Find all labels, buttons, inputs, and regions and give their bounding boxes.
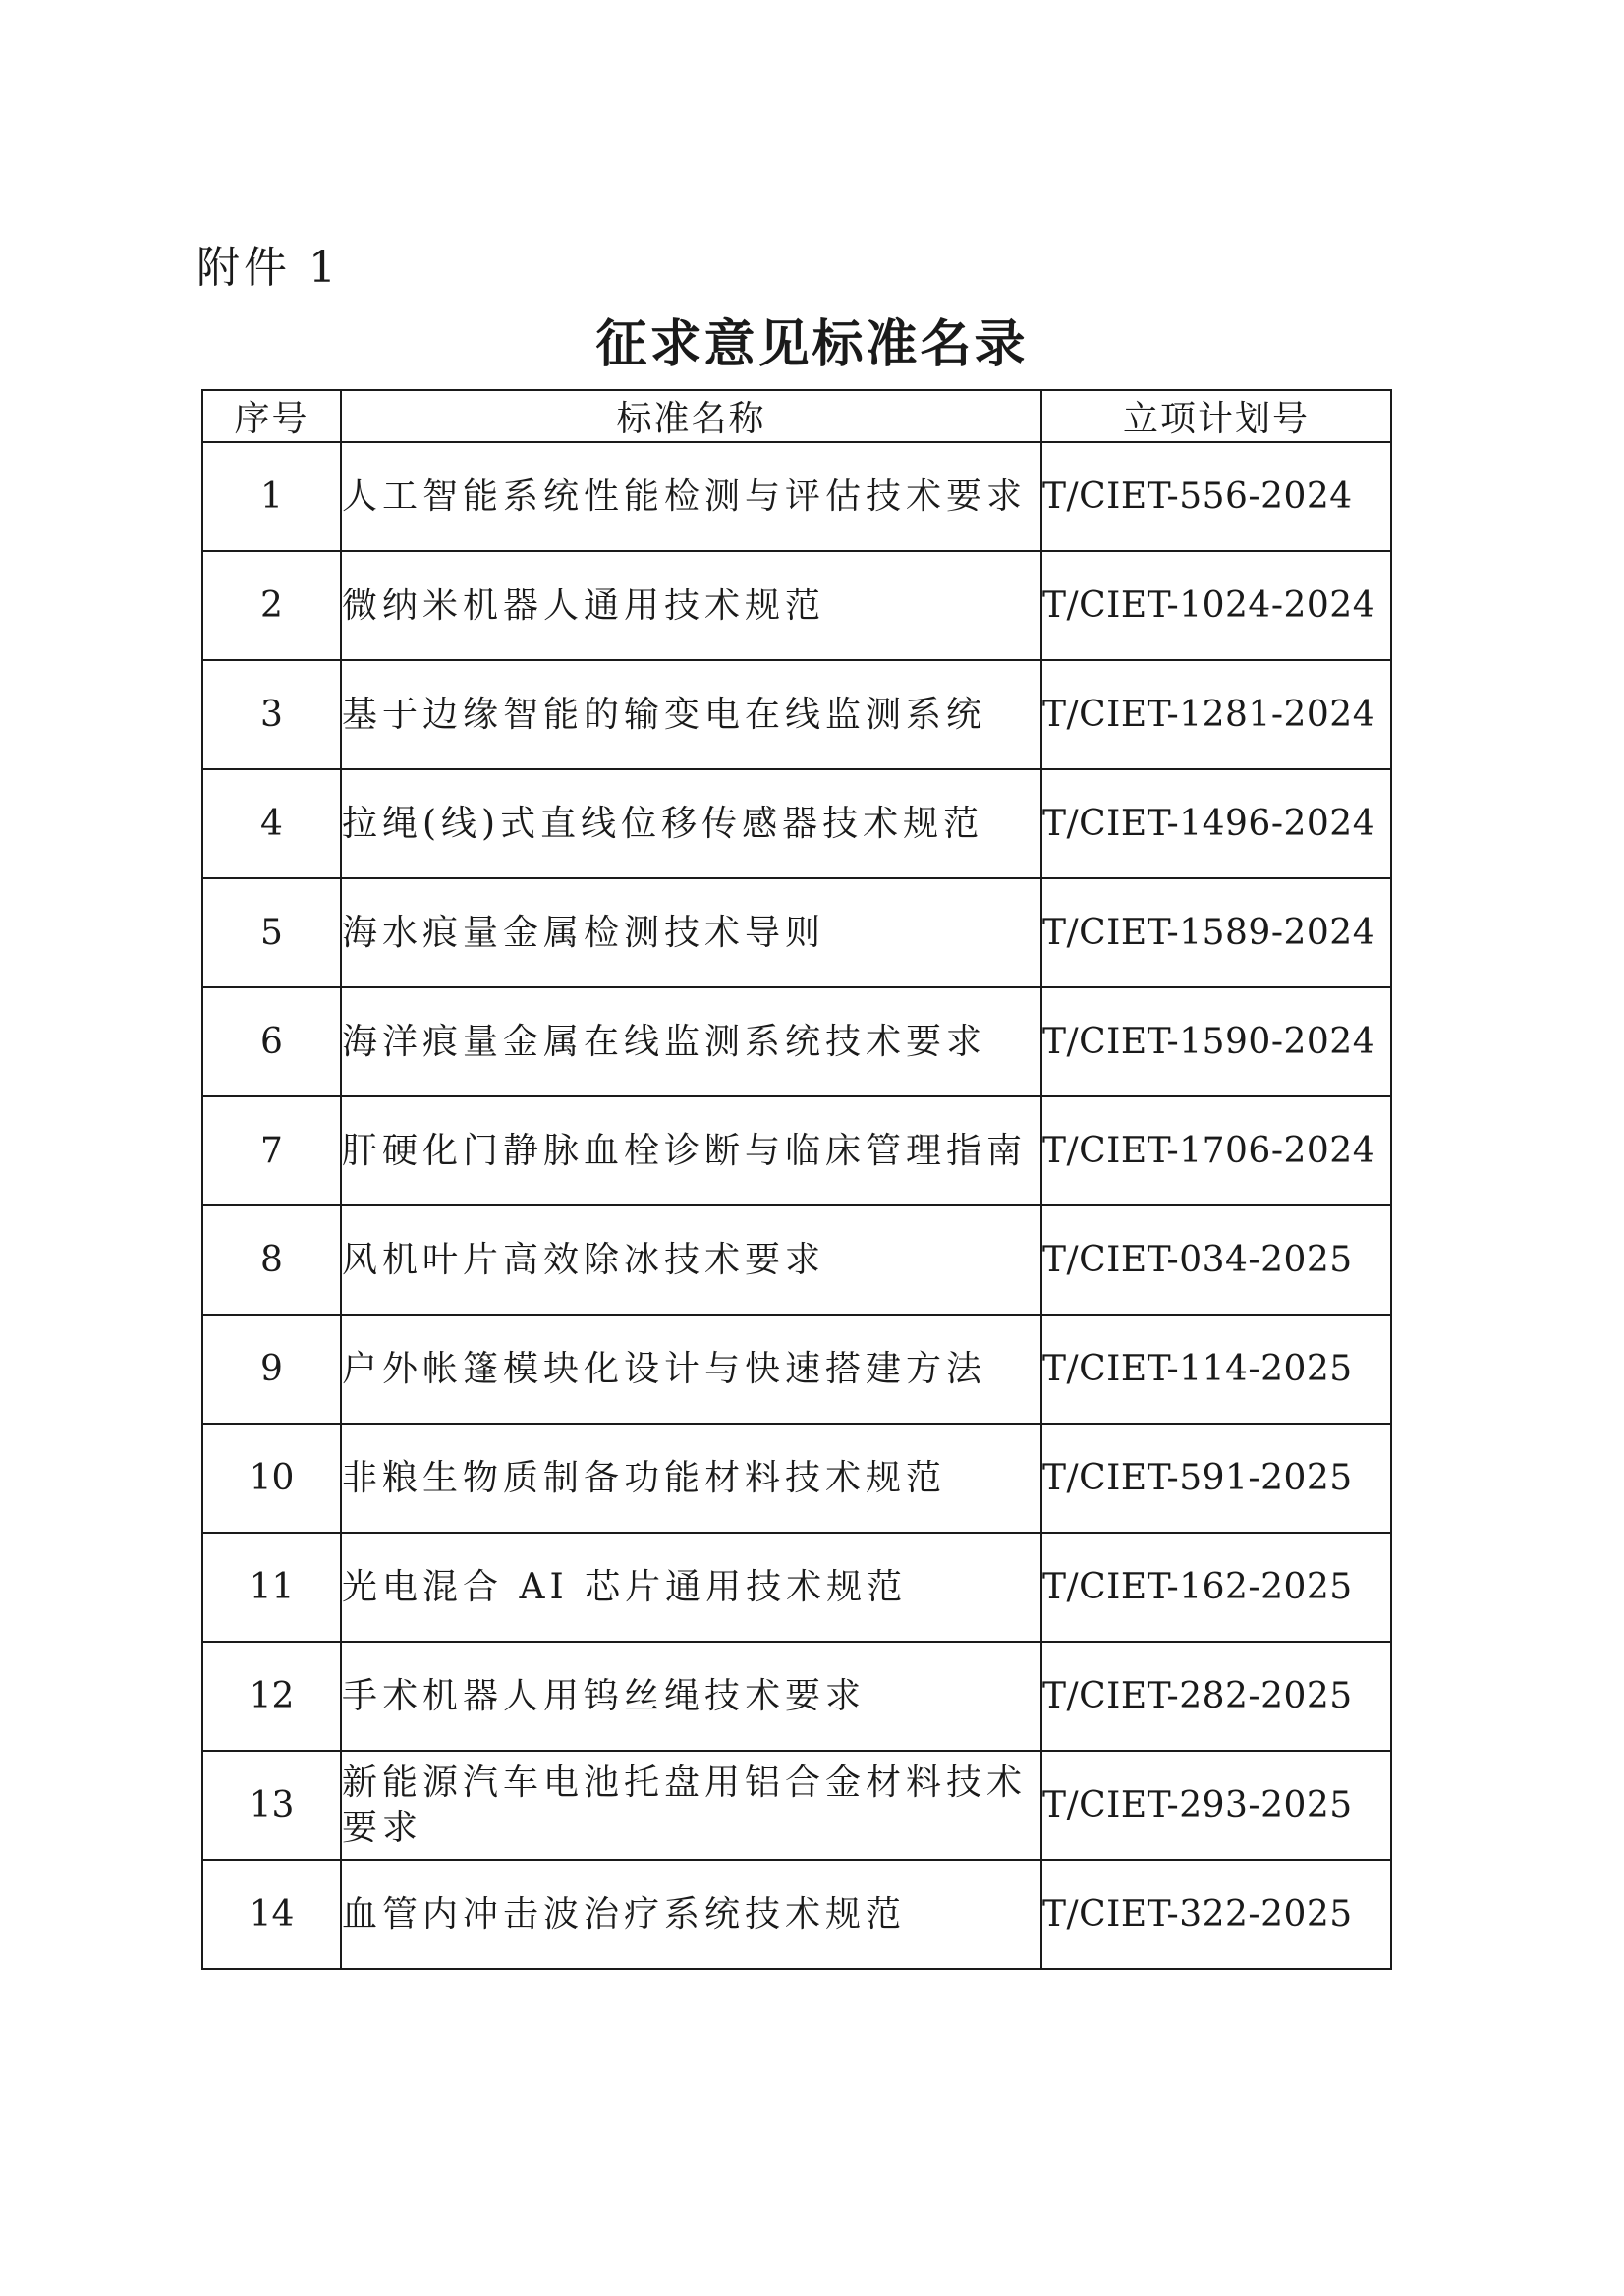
row-index: 5 <box>202 878 341 987</box>
row-index: 8 <box>202 1205 341 1315</box>
row-index: 1 <box>202 442 341 551</box>
row-index: 6 <box>202 987 341 1096</box>
table-row <box>202 987 1391 1096</box>
header-standard-name: 标准名称 <box>341 390 1041 442</box>
row-plan-number: T/CIET-556-2024 <box>1041 442 1391 551</box>
row-index: 14 <box>202 1860 341 1969</box>
row-index: 12 <box>202 1642 341 1751</box>
row-index: 7 <box>202 1096 341 1205</box>
row-index: 13 <box>202 1751 341 1860</box>
row-index: 11 <box>202 1533 341 1642</box>
header-index: 序号 <box>202 390 341 442</box>
row-plan-number: T/CIET-1496-2024 <box>1041 769 1391 878</box>
table-header-row <box>202 390 1391 442</box>
standards-table <box>201 389 1392 1970</box>
page-title: 征求意见标准名录 <box>595 314 1029 374</box>
row-standard-name: 海水痕量金属检测技术导则 <box>341 878 1041 987</box>
row-standard-name: 户外帐篷模块化设计与快速搭建方法 <box>341 1315 1041 1424</box>
row-plan-number: T/CIET-1589-2024 <box>1041 878 1391 987</box>
row-plan-number: T/CIET-1024-2024 <box>1041 551 1391 660</box>
row-standard-name: 风机叶片高效除冰技术要求 <box>341 1205 1041 1315</box>
row-standard-name: 新能源汽车电池托盘用铝合金材料技术要求 <box>341 1751 1041 1860</box>
table-row <box>202 1860 1391 1969</box>
row-standard-name: 血管内冲击波治疗系统技术规范 <box>341 1860 1041 1969</box>
row-standard-name: 手术机器人用钨丝绳技术要求 <box>341 1642 1041 1751</box>
table-row <box>202 1424 1391 1533</box>
row-standard-name: 基于边缘智能的输变电在线监测系统 <box>341 660 1041 769</box>
row-plan-number: T/CIET-293-2025 <box>1041 1751 1391 1860</box>
table-row <box>202 1642 1391 1751</box>
row-plan-number: T/CIET-1590-2024 <box>1041 987 1391 1096</box>
row-index: 2 <box>202 551 341 660</box>
row-standard-name: 海洋痕量金属在线监测系统技术要求 <box>341 987 1041 1096</box>
row-plan-number: T/CIET-322-2025 <box>1041 1860 1391 1969</box>
row-plan-number: T/CIET-1281-2024 <box>1041 660 1391 769</box>
row-standard-name: 肝硬化门静脉血栓诊断与临床管理指南 <box>341 1096 1041 1205</box>
table-row <box>202 1751 1391 1860</box>
row-index: 4 <box>202 769 341 878</box>
row-plan-number: T/CIET-591-2025 <box>1041 1424 1391 1533</box>
row-plan-number: T/CIET-034-2025 <box>1041 1205 1391 1315</box>
table-row <box>202 442 1391 551</box>
table-row <box>202 878 1391 987</box>
row-standard-name: 拉绳(线)式直线位移传感器技术规范 <box>341 769 1041 878</box>
table-row <box>202 1096 1391 1205</box>
row-plan-number: T/CIET-162-2025 <box>1041 1533 1391 1642</box>
row-index: 3 <box>202 660 341 769</box>
row-plan-number: T/CIET-282-2025 <box>1041 1642 1391 1751</box>
row-plan-number: T/CIET-1706-2024 <box>1041 1096 1391 1205</box>
row-standard-name: 非粮生物质制备功能材料技术规范 <box>341 1424 1041 1533</box>
table-row <box>202 551 1391 660</box>
row-index: 9 <box>202 1315 341 1424</box>
row-index: 10 <box>202 1424 341 1533</box>
table-row <box>202 769 1391 878</box>
row-standard-name: 光电混合 AI 芯片通用技术规范 <box>341 1533 1041 1642</box>
table-row <box>202 1315 1391 1424</box>
row-plan-number: T/CIET-114-2025 <box>1041 1315 1391 1424</box>
table-row <box>202 1205 1391 1315</box>
table-row <box>202 660 1391 769</box>
row-standard-name: 人工智能系统性能检测与评估技术要求 <box>341 442 1041 551</box>
attachment-label: 附件 1 <box>196 243 340 293</box>
table-row <box>202 1533 1391 1642</box>
row-standard-name: 微纳米机器人通用技术规范 <box>341 551 1041 660</box>
header-plan-number: 立项计划号 <box>1041 390 1391 442</box>
